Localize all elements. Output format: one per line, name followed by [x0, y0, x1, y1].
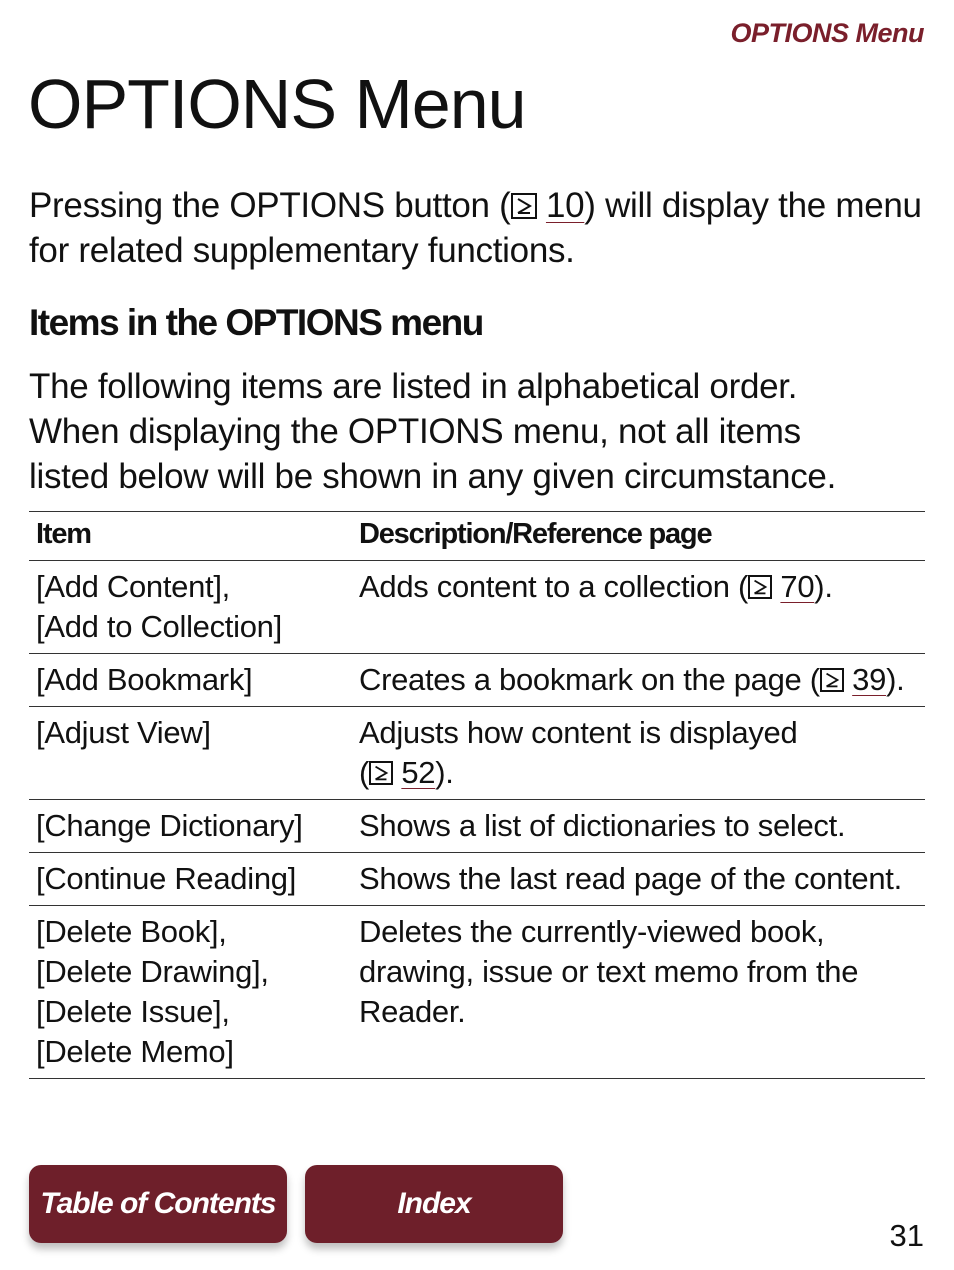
- description-cell: Deletes the currently-viewed book, drawing, issue or text memo from the Reader.: [352, 906, 925, 1079]
- description-cell: Shows a list of dictionaries to select.: [352, 800, 925, 853]
- description-cell: Adds content to a collection ( 70).: [352, 561, 925, 654]
- table-row: [29, 800, 925, 853]
- table-row: [29, 654, 925, 707]
- table-row: [29, 561, 925, 654]
- running-header: OPTIONS Menu: [730, 18, 924, 48]
- options-table: [29, 511, 925, 1079]
- item-cell: [Change Dictionary]: [29, 800, 352, 853]
- intro-page-link[interactable]: 10: [545, 186, 585, 225]
- page-number: 31: [889, 1218, 924, 1253]
- column-header-description: Description/Reference page: [352, 512, 925, 561]
- item-cell: [Continue Reading]: [29, 853, 352, 906]
- description-cell: Shows the last read page of the content.: [352, 853, 925, 906]
- intro-text-after: ) will display the menu for related supplementary functions.: [29, 186, 922, 270]
- section-heading: Items in the OPTIONS menu: [29, 302, 483, 343]
- description-cell: Creates a bookmark on the page ( 39).: [352, 654, 925, 707]
- page-title: OPTIONS Menu: [28, 65, 526, 143]
- section-body: The following items are listed in alphabetical order. When displaying the OPTIONS menu, not all items listed below will be shown in any given circumstance.: [29, 367, 836, 496]
- table-row: [29, 853, 925, 906]
- page-link[interactable]: 70: [780, 569, 815, 604]
- table-of-contents-label: Table of Contents: [40, 1187, 276, 1220]
- item-cell: [Adjust View]: [29, 707, 352, 800]
- reference-arrow-icon: [369, 761, 393, 785]
- table-row: [29, 707, 925, 800]
- item-cell: [Add Content], [Add to Collection]: [29, 561, 352, 654]
- item-cell: [Delete Book], [Delete Drawing], [Delete Issue], [Delete Memo]: [29, 906, 352, 1079]
- table-header-row: [29, 512, 925, 561]
- description-cell: Adjusts how content is displayed ( 52).: [352, 707, 925, 800]
- page-link[interactable]: 52: [401, 755, 436, 790]
- column-header-item: Item: [29, 512, 352, 561]
- reference-arrow-icon: [511, 193, 537, 219]
- reference-arrow-icon: [748, 575, 772, 599]
- table-row: [29, 906, 925, 1079]
- reference-arrow-icon: [820, 668, 844, 692]
- page-link[interactable]: 39: [852, 662, 887, 697]
- index-button[interactable]: [305, 1165, 563, 1243]
- intro-paragraph: [29, 183, 929, 273]
- item-cell: [Add Bookmark]: [29, 654, 352, 707]
- table-of-contents-button[interactable]: [29, 1165, 287, 1243]
- index-label: Index: [397, 1187, 471, 1220]
- intro-text-before: Pressing the OPTIONS button (: [29, 186, 511, 225]
